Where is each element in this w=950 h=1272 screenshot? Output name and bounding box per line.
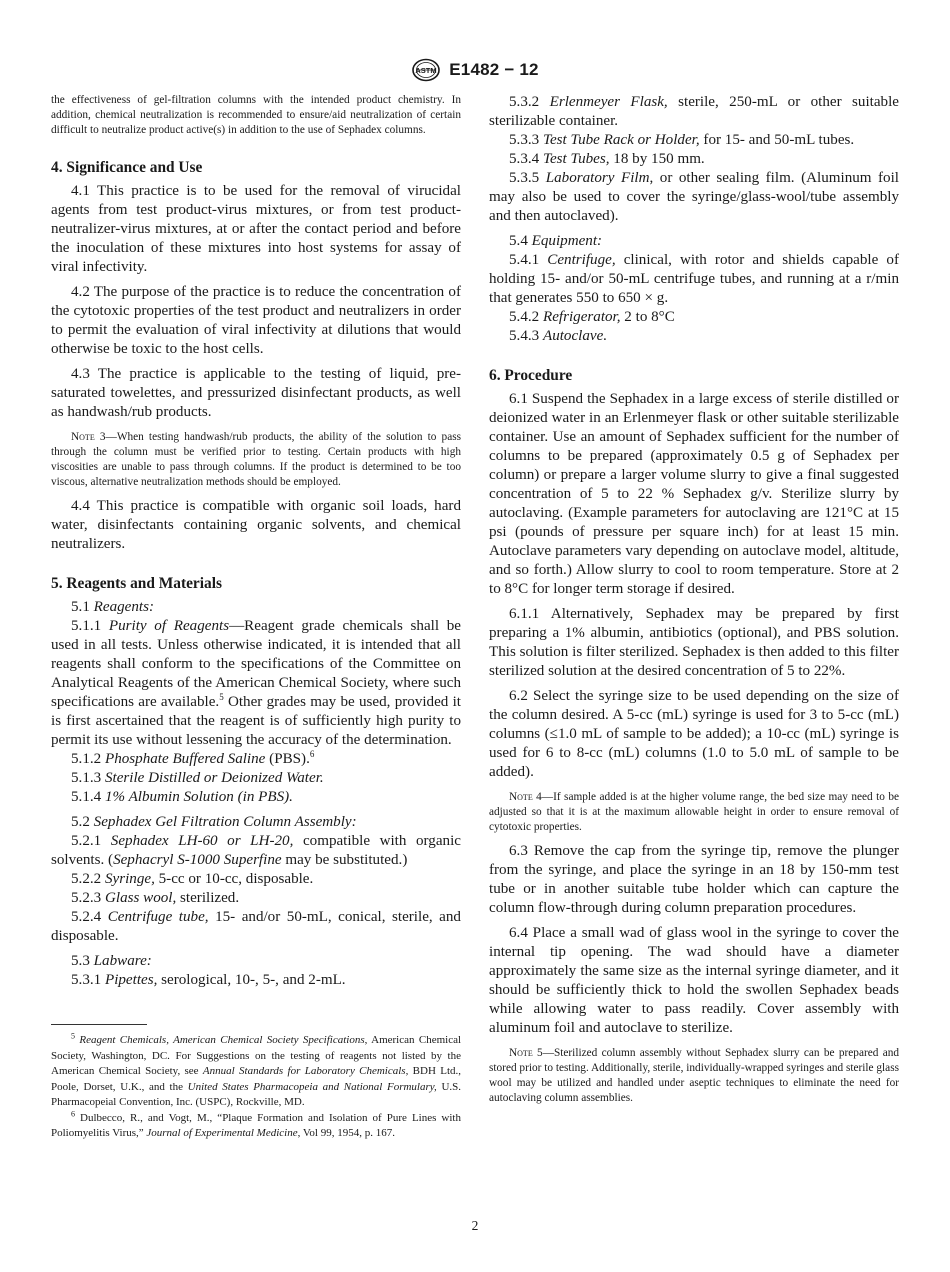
para-5-1-2-num: 5.1.2 [71, 751, 102, 767]
para-5-3-num: 5.3 [71, 953, 90, 969]
para-5-3-3-text: for 15- and 50-mL tubes. [699, 132, 855, 148]
astm-logo-icon [411, 58, 441, 82]
para-5-1 [51, 598, 461, 617]
para-5-1-2-text: (PBS). [265, 751, 310, 767]
para-5-3-5-num: 5.3.5 [509, 170, 540, 186]
para-5-4-num: 5.4 [509, 233, 528, 249]
para-6-1-1: 6.1.1 Alternatively, Sephadex may be prepared by first preparing a 1% albumin, antibiotics (optional), and PBS solution. This solution is filter sterilized. Sephadex is then added to this filter sterilized solution at the desired concentration of 5 to 22%. [489, 606, 899, 679]
para-5-2-1-tail: may be substituted.) [281, 852, 408, 868]
para-5-3-5-text: , or other sealing film. (Aluminum foil may also be used to cover the syringe/glass-wool/tube assembly and then autoclaved). [489, 170, 899, 224]
page-header [0, 55, 950, 85]
para-5-4-2 [489, 308, 899, 327]
para-5-1-3-title: Sterile Distilled or Deionized Water. [104, 770, 324, 786]
para-5-4-3-title: Autoclave. [542, 328, 608, 344]
para-6-4: 6.4 Place a small wad of glass wool in the syringe to cover the internal tip opening. The wad should have a diameter approximately the same size as the internal syringe diameter, and it should be sufficiently thick to hold the swollen Sephadex beads while allowing water to pass readily. Cover assembly with aluminum foil and autoclave to sterilize. [489, 925, 899, 1036]
footnote-divider [51, 1024, 147, 1025]
para-5-1-1 [51, 617, 461, 750]
para-5-2-title: Sephadex Gel Filtration Column Assembly: [93, 814, 357, 830]
para-5-2-4-text: 15- and/or 50-mL, conical, sterile, and disposable. [51, 909, 461, 944]
footnote-6-marker: 6 [71, 1108, 75, 1118]
note-5-label: Note 5 [509, 1047, 543, 1059]
footnote-6 [51, 1108, 461, 1142]
para-5-3-title: Labware: [93, 953, 152, 969]
footnote-5 [51, 1033, 461, 1111]
para-5-3-4-text: 18 by 150 mm. [609, 151, 705, 167]
para-5-3-5-title: Laboratory Film [545, 170, 650, 186]
para-5-4-2-title: Refrigerator, [542, 309, 621, 325]
section-6-heading: 6. Procedure [489, 367, 573, 384]
para-5-2-2-text: 5-cc or 10-cc, disposable. [154, 871, 314, 887]
footnote-5-a: Reagent Chemicals, American Chemical Society Specifications [79, 1034, 365, 1046]
para-5-2-num: 5.2 [71, 814, 90, 830]
para-5-1-2-title: Phosphate Buffered Saline [104, 751, 266, 767]
right-column [489, 93, 899, 1106]
para-5-2-2-title: Syringe, [104, 871, 155, 887]
designation: E1482 − 12 [449, 60, 539, 79]
para-5-3-3-title: Test Tube Rack or Holder, [542, 132, 700, 148]
para-5-3-4 [489, 150, 899, 169]
footnote-5-marker: 5 [71, 1031, 75, 1041]
para-5-1-1-text: —Reagent grade chemicals shall be used in all tests. Unless otherwise indicated, it is intended that all reagents shall conform to the specifications of the Committee on Analytical Reagents of the American Chemical Society, where such specifications are available. [51, 618, 462, 710]
para-5-2-3-num: 5.2.3 [71, 890, 102, 906]
para-5-2-4 [51, 908, 461, 946]
para-5-3-4-num: 5.3.4 [509, 151, 540, 167]
para-5-1-3-num: 5.1.3 [71, 770, 102, 786]
para-5-4-1 [489, 251, 899, 308]
para-5-4 [489, 232, 899, 251]
para-5-4-3-num: 5.4.3 [509, 328, 540, 344]
para-5-2-2 [51, 870, 461, 889]
para-5-4-1-num: 5.4.1 [509, 252, 540, 268]
section-4-heading: 4. Significance and Use [51, 159, 203, 176]
footnote-5-d: BDH Ltd., Poole, Dorset, U.K., and the [51, 1065, 461, 1093]
note-4-text: —If sample added is at the higher volume range, the bed size may need to be adjusted so that it is at the maximum allowable height in order to ensure removal of cytotoxic properties. [489, 791, 900, 833]
para-5-3-2-num: 5.3.2 [509, 94, 540, 110]
para-5-3-2-text: sterile, 250-mL or other suitable sterilizable container. [489, 94, 899, 129]
footnote-6-a: Dulbecco, R., and Vogt, M., “Plaque Formation and Isolation of Pure Lines with Poliomyelitis Virus,” [51, 1111, 461, 1139]
para-5-3-3-num: 5.3.3 [509, 132, 540, 148]
para-5-1-1-title: Purity of Reagents [108, 618, 230, 634]
para-5-2-4-num: 5.2.4 [71, 909, 102, 925]
para-5-2-4-title: Centrifuge tube, [107, 909, 209, 925]
para-5-3-5 [489, 169, 899, 226]
para-6-1: 6.1 Suspend the Sephadex in a large excess of sterile distilled or deionized water in an Erlenmeyer flask or other suitable sterilizable container. Use an amount of Sephadex sufficient for the number of columns to be prepared (approximately 0.5 g of Sephadex per column) or prepare a larger volume slurry to give a final suggested concentration of 5 to 22 % Sephadex g/v. Sterilize slurry by autoclaving. (Example parameters for autoclaving are 121°C at 15 psi (pounds of pressure per square inch) for at least 15 min. Autoclave parameters vary depending on autoclave model, altitude, and so forth.) Allow slurry to cool to room temperature. Store at 2 to 8°C for longer term storage if desired. [489, 391, 899, 597]
para-5-3-3 [489, 131, 899, 150]
note-4 [489, 790, 899, 835]
footnote-6-b: Journal of Experimental Medicine [146, 1127, 298, 1139]
left-column [51, 93, 461, 1142]
para-5-1-title: Reagents: [93, 599, 155, 615]
para-5-2-1 [51, 832, 461, 870]
para-5-3 [51, 952, 461, 971]
para-4-1: 4.1 This practice is to be used for the removal of virucidal agents from test product-virus mixtures, or from test product-neutralizer-virus mixtures, at or after the contact period and before the inoculation of these mixtures into host systems for assay of viral infectivity. [51, 183, 461, 275]
para-4-3: 4.3 The practice is applicable to the testing of liquid, pre-saturated towelettes, and pressurized disinfectant products, as well as handwash/rub products. [51, 366, 461, 420]
para-6-2: 6.2 Select the syringe size to be used depending on the size of the column desired. A 5-cc (mL) syringe is used for 3 to 5-cc (mL) columns (≤1.0 mL of sample to be added); a 10-cc (mL) syringe is used for 6 to 8-cc (mL) columns (1.0 to 5.0 mL of sample to be added). [489, 688, 899, 780]
para-5-1-1-num: 5.1.1 [71, 618, 102, 634]
section-5-heading: 5. Reagents and Materials [51, 575, 222, 592]
footnote-5-f: U.S. Pharmacopeial Convention, Inc. (USPC), Rockville, MD. [51, 1080, 462, 1108]
para-5-3-1-num: 5.3.1 [71, 972, 102, 988]
footnote-5-c: Annual Standards for Laboratory Chemicals, [202, 1065, 409, 1077]
para-5-1-1-tail: Other grades may be used, provided it is first ascertained that the reagent is of sufficiently high purity to permit its use without lessening the accuracy of the determination. [51, 694, 462, 748]
para-5-2-3-text: sterilized. [176, 890, 240, 906]
para-5-1-4-num: 5.1.4 [71, 789, 102, 805]
para-6-3: 6.3 Remove the cap from the syringe tip, remove the plunger from the syringe, and place the syringe in an 18 by 150-mm test tube or in another suitable tube holder which can capture the column flow-through during column preparation procedures. [489, 843, 899, 916]
note-5 [489, 1046, 899, 1106]
para-5-4-3 [489, 327, 899, 346]
para-5-4-1-text: clinical, with rotor and shields capable of holding 15- and/or 50-mL centrifuge tubes, and running at a r/min that generates 550 to 650 × g. [489, 252, 899, 306]
footnote-6-c: , Vol 99, 1954, p. 167. [297, 1127, 395, 1139]
para-5-3-1-text: serological, 10-, 5-, and 2-mL. [157, 972, 346, 988]
note-3-text: —When testing handwash/rub products, the ability of the solution to pass through the column must be verified prior to testing. Certain products with high viscosities are unable to pass through columns. If the product is determined to be too viscous, alternative neutralization methods should be employed. [51, 431, 462, 488]
para-5-4-2-text: 2 to 8°C [620, 309, 675, 325]
intro-continuation: the effectiveness of gel-filtration columns with the intended product chemistry. In addition, chemical neutralization is recommended to ensure/aid neutralization of certain difficult to neutralize product active(s) in addition to the use of Sephadex columns. [51, 94, 461, 136]
astm-logo-text: ASTM [415, 66, 437, 75]
footnote-5-e: United States Pharmacopeia and National Formulary, [187, 1080, 437, 1093]
para-5-1-4-title: 1% Albumin Solution (in PBS). [104, 789, 293, 805]
para-5-2-3 [51, 889, 461, 908]
para-4-2: 4.2 The purpose of the practice is to reduce the concentration of the cytotoxic properties of the test product and neutralizers in order to permit the evaluation of viral infectivity at dilutions that would otherwise be toxic to the host cells. [51, 284, 461, 357]
para-5-3-1-title: Pipettes, [104, 972, 158, 988]
para-5-2-1-num: 5.2.1 [71, 833, 102, 849]
para-5-4-2-num: 5.4.2 [509, 309, 540, 325]
note-4-label: Note 4 [509, 791, 542, 803]
para-5-3-2-title: Erlenmeyer Flask, [549, 94, 668, 110]
para-4-4: 4.4 This practice is compatible with organic soil loads, hard water, disinfectants containing organic solvents, and chemical neutralizers. [51, 498, 461, 552]
para-5-3-4-title: Test Tubes, [542, 151, 610, 167]
footnote-ref-6: 6 [309, 748, 315, 759]
para-5-3-1 [51, 971, 461, 990]
page-number: 2 [471, 1218, 479, 1233]
para-5-1-num: 5.1 [71, 599, 90, 615]
para-5-2 [51, 813, 461, 832]
para-5-2-3-title: Glass wool, [104, 890, 177, 906]
para-5-2-1-italic: Sephacryl S-1000 Superfine [113, 852, 282, 868]
para-5-1-4 [51, 788, 461, 807]
para-5-4-title: Equipment: [531, 233, 603, 249]
footnote-5-b: , American Chemical Society, Washington, DC. For Suggestions on the testing of reagents not listed by the American Chemical Society, see [51, 1034, 462, 1077]
note-3-label: Note 3 [71, 431, 106, 443]
para-5-2-1-text: compatible with organic solvents. ( [51, 833, 461, 868]
para-5-1-2 [51, 750, 461, 769]
note-3 [51, 430, 461, 490]
para-5-1-3 [51, 769, 461, 788]
para-5-2-1-title: Sephadex LH-60 or LH-20, [110, 833, 294, 849]
para-5-4-1-title: Centrifuge, [547, 252, 616, 268]
para-5-2-2-num: 5.2.2 [71, 871, 102, 887]
footnote-ref-5: 5 [219, 691, 224, 702]
note-5-text: —Sterilized column assembly without Sephadex slurry can be prepared and stored prior to testing. Additionally, sterile, individually-wrapped syringes and sterile glass wool may be utilized and handled under aseptic techniques to eliminate the need for autoclaving column assemblies. [489, 1047, 900, 1104]
para-5-3-2 [489, 93, 899, 131]
